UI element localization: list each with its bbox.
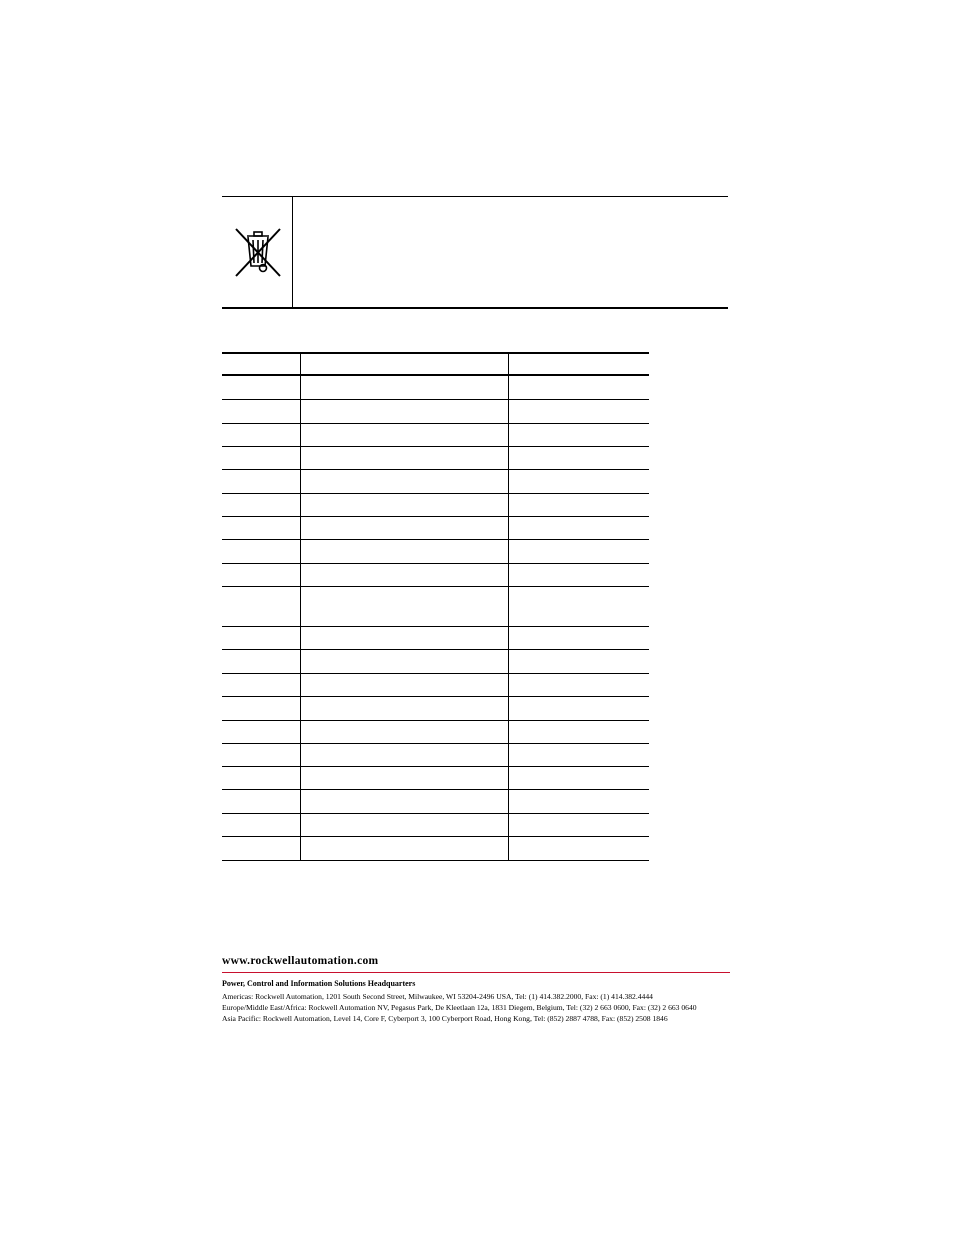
table-cell <box>508 790 649 813</box>
table-cell <box>508 767 649 789</box>
table-cell <box>222 814 301 836</box>
table-cell <box>508 447 649 469</box>
table-cell <box>222 674 301 696</box>
address-emea: Europe/Middle East/Africa: Rockwell Automation NV, Pegasus Park, De Kleetlaan 12a, 1831 Diegem, Belgium, Tel: (32) 2 663 0600, Fax: (32) 2 663 0640 <box>222 1003 697 1012</box>
table-cell <box>508 517 649 539</box>
table-cell <box>300 470 509 493</box>
blank-table <box>222 352 649 861</box>
table-cell <box>508 674 649 696</box>
table-cell <box>222 837 301 860</box>
table-cell <box>508 540 649 563</box>
table-row <box>222 564 649 587</box>
website-url[interactable]: www.rockwellautomation.com <box>222 955 730 973</box>
table-cell <box>300 650 509 673</box>
table-row <box>222 767 649 790</box>
table-cell <box>222 790 301 813</box>
table-cell <box>222 564 301 586</box>
table-cell <box>300 814 509 836</box>
footer <box>222 955 730 1024</box>
table-cell <box>222 721 301 743</box>
table-row <box>222 721 649 744</box>
table-cell <box>300 587 509 626</box>
table-cell <box>222 494 301 516</box>
table-cell <box>300 354 509 374</box>
table-cell <box>222 650 301 673</box>
table-cell <box>222 627 301 649</box>
table-cell <box>508 354 649 374</box>
table-row <box>222 540 649 564</box>
table-cell <box>300 721 509 743</box>
table-row <box>222 837 649 861</box>
table-cell <box>222 447 301 469</box>
table-row <box>222 376 649 400</box>
table-cell <box>222 540 301 563</box>
table-cell <box>300 697 509 720</box>
table-cell <box>508 744 649 766</box>
weee-notice-box <box>222 196 728 309</box>
table-row <box>222 627 649 650</box>
table-cell <box>300 376 509 399</box>
table-row <box>222 400 649 424</box>
table-row <box>222 447 649 470</box>
table-cell <box>508 587 649 626</box>
table-cell <box>508 650 649 673</box>
table-cell <box>300 837 509 860</box>
table-cell <box>222 767 301 789</box>
table-cell <box>222 587 301 626</box>
table-cell <box>508 721 649 743</box>
table-cell <box>508 697 649 720</box>
table-cell <box>222 354 301 374</box>
table-cell <box>300 627 509 649</box>
table-row <box>222 650 649 674</box>
table-row <box>222 814 649 837</box>
table-cell <box>222 376 301 399</box>
table-cell <box>222 424 301 446</box>
table-cell <box>222 744 301 766</box>
notice-icon-cell <box>222 197 293 308</box>
table-cell <box>508 494 649 516</box>
table-cell <box>508 470 649 493</box>
table-row <box>222 790 649 814</box>
table-cell <box>508 400 649 423</box>
table-cell <box>300 744 509 766</box>
table-row <box>222 470 649 494</box>
table-cell <box>222 697 301 720</box>
table-cell <box>300 400 509 423</box>
table-cell <box>300 540 509 563</box>
table-row <box>222 587 649 627</box>
table-cell <box>300 564 509 586</box>
table-cell <box>508 564 649 586</box>
table-row <box>222 494 649 517</box>
headquarters-title: Power, Control and Information Solutions Headquarters <box>222 979 416 988</box>
table-cell <box>300 767 509 789</box>
table-header-row <box>222 352 649 376</box>
address-asia-pacific: Asia Pacific: Rockwell Automation, Level 14, Core F, Cyberport 3, 100 Cyberport Road, Hong Kong, Tel: (852) 2887 4788, Fax: (852) 2508 1846 <box>222 1014 668 1023</box>
table-cell <box>222 470 301 493</box>
table-cell <box>300 674 509 696</box>
table-row <box>222 424 649 447</box>
table-row <box>222 744 649 767</box>
table-cell <box>508 424 649 446</box>
table-cell <box>508 837 649 860</box>
table-cell <box>300 517 509 539</box>
table-cell <box>508 627 649 649</box>
table-cell <box>300 790 509 813</box>
table-cell <box>508 814 649 836</box>
table-row <box>222 517 649 540</box>
table-cell <box>300 494 509 516</box>
address-americas: Americas: Rockwell Automation, 1201 South Second Street, Milwaukee, WI 53204-2496 USA, Tel: (1) 414.382.2000, Fax: (1) 414.382.4444 <box>222 992 653 1001</box>
table-cell <box>508 376 649 399</box>
table-row <box>222 674 649 697</box>
crossed-out-wheelie-bin-icon <box>233 226 283 278</box>
table-cell <box>222 517 301 539</box>
table-row <box>222 697 649 721</box>
table-cell <box>300 424 509 446</box>
table-cell <box>300 447 509 469</box>
table-cell <box>222 400 301 423</box>
